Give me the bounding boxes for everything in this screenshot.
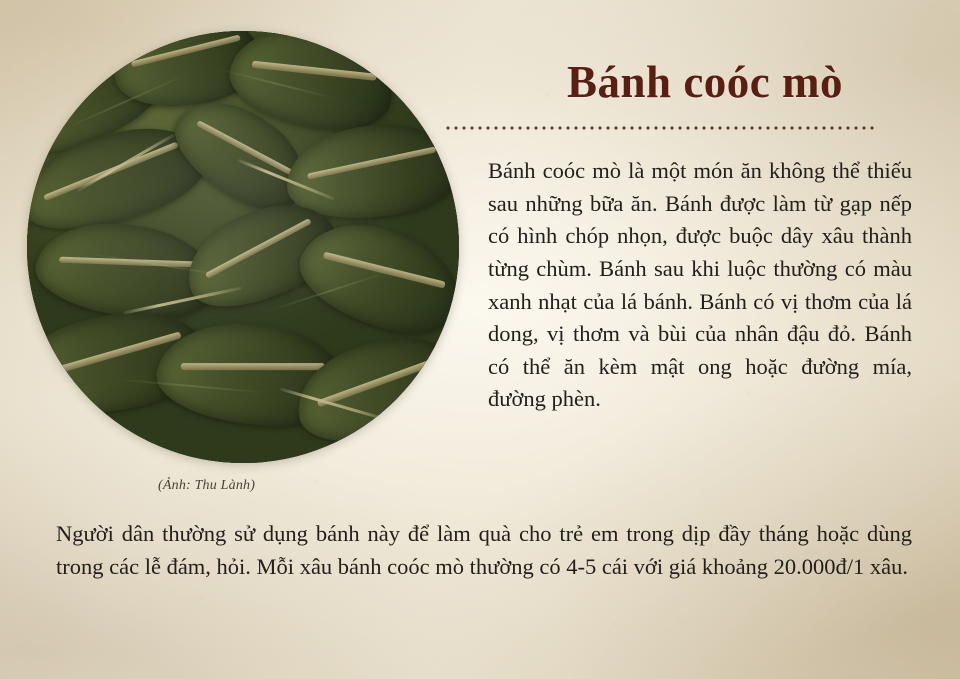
photo-vignette xyxy=(27,31,459,463)
page-title: Bánh coóc mò xyxy=(567,57,843,107)
title-divider xyxy=(444,125,876,131)
article-photo xyxy=(27,31,459,463)
banh-cooc-mo-photo xyxy=(27,31,459,463)
photo-caption: (Ảnh: Thu Lành) xyxy=(158,478,256,493)
outro-paragraph: Người dân thường sử dụng bánh này để làm quà cho trẻ em trong dịp đầy tháng hoặc dùng trong các lễ đám, hỏi. Mỗi xâu bánh coóc mò thường có 4-5 cái với giá khoảng 20.000đ/1 xâu. xyxy=(56,521,912,579)
intro-paragraph: Bánh coóc mò là một món ăn không thể thiếu sau những bữa ăn. Bánh được làm từ gạp nếp có hình chóp nhọn, được buộc dây xâu thành từng chùm. Bánh sau khi luộc thường có màu xanh nhạt của lá bánh. Bánh có vị thơm của lá dong, vị thơm và bùi của nhân đậu đỏ. Bánh có thể ăn kèm mật ong hoặc đường mía, đường phèn. xyxy=(488,158,912,412)
